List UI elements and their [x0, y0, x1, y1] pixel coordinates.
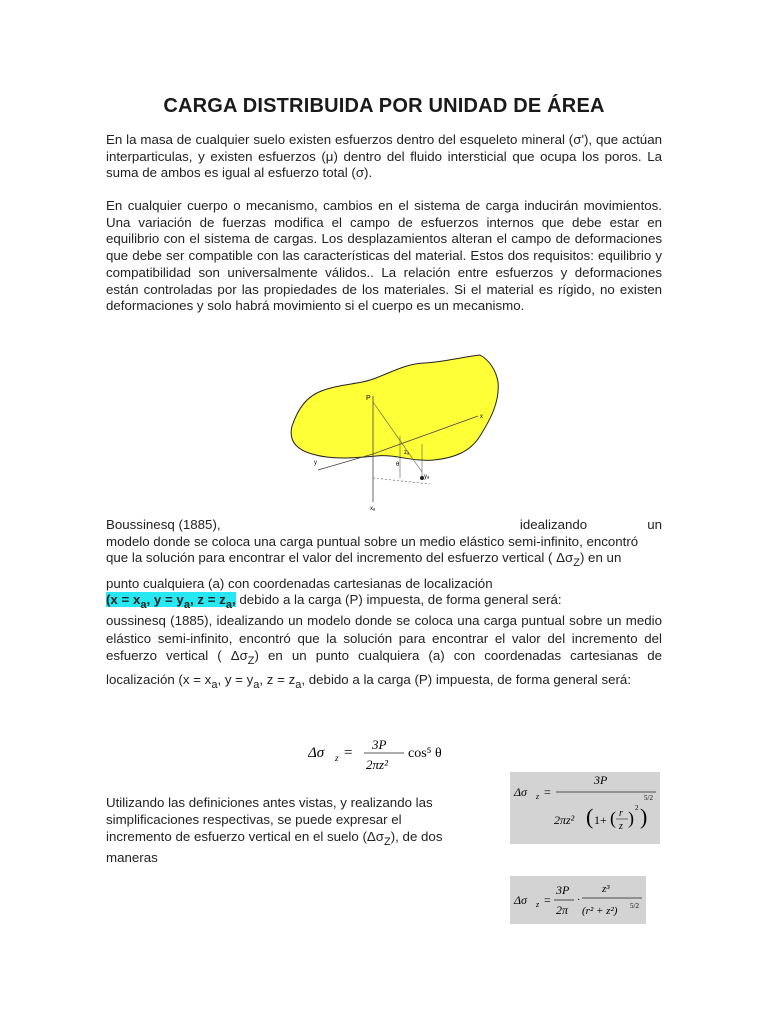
eq2-d1: 2π — [556, 903, 569, 917]
bouss2-sub-a3: a — [295, 678, 302, 691]
bouss1-line1-right — [520, 517, 662, 534]
bouss1-line3b: ) en un — [579, 550, 622, 565]
label-x: x — [480, 414, 483, 420]
eq2-d2: (r² + z²) — [582, 905, 618, 917]
bouss2-text-c: , y = y — [217, 671, 254, 687]
label-xa: xₐ — [370, 506, 376, 512]
label-y: y — [314, 460, 317, 466]
hl-d: , — [231, 592, 236, 607]
eq-main-lhs: Δσ — [308, 745, 325, 761]
util-text-a: Utilizando las definiciones antes vistas, y realizando las simplificaciones respectivas, se puede expresar el incremento de esfuerzo vertical en el suelo (Δσ — [106, 795, 433, 844]
paragraph-mecanismo: En cualquier cuerpo o mecanismo, cambios en el sistema de carga inducirán movimientos. Una variación de fuerzas modifica el campo de esfuerzos internos que debe estar en equilibrio con el sistema de cargas. Los desplazamientos alteran el campo de deformaciones que debe ser compatible con las características del material. Estos dos requisitos: equilibrio y compatibilidad son universalmente válidos.. La relación entre esfuerzos y deformaciones están controladas por las propiedades de los materiales. Si el material es rígido, no existen deformaciones y solo habrá movimiento si el cuerpo es un mecanismo. — [106, 198, 662, 314]
bouss1-line1-left: Boussinesq (1885), — [106, 517, 221, 532]
hl-sub1: a — [140, 599, 147, 611]
bouss1-line5-rest: debido a la carga (P) impuesta, de forma general será: — [235, 592, 562, 607]
bouss2-text-e: , debido a la carga (P) impuesta, de forma general será: — [301, 671, 632, 687]
label-ya: yₐ — [424, 474, 430, 480]
eq2-lhs: Δσ — [514, 893, 527, 907]
label-za: zₐ — [404, 450, 410, 456]
label-theta: θ — [396, 462, 400, 468]
eq2-exp: 5/2 — [630, 902, 639, 910]
label-P: P — [366, 395, 371, 402]
utilizando-paragraph — [106, 795, 466, 867]
eq-main-num: 3P — [372, 737, 387, 752]
equation-main-svg — [308, 735, 468, 775]
util-sub-z: Z — [384, 835, 391, 848]
eq-main-rhs: cos⁵ θ — [408, 746, 442, 761]
bouss1-line3a: que la solución para encontrar el valor del incremento del esfuerzo vertical ( Δσ — [106, 550, 574, 565]
eq1-equals: = — [544, 785, 551, 799]
bouss2-sub-a2: a — [253, 678, 260, 691]
eq1-exp-outer: 5/2 — [644, 794, 653, 802]
eq1-frac-den: z — [619, 821, 623, 832]
bouss2-text-a: oussinesq (1885), idealizando un modelo donde se coloca una carga puntual sobre un medio elástico semi-infinito, encontró que la solución para encontrar el valor del incremento del esfuerzo vertical ( Δσ — [106, 613, 662, 663]
eq-main-equals: = — [344, 745, 353, 761]
hl-a: (x = x — [106, 592, 141, 607]
boussinesq-paragraph-1 — [106, 517, 662, 614]
loaded-area-shape — [291, 355, 498, 460]
eq1-inner-rparen: ) — [628, 808, 634, 828]
eq1-rparen: ) — [640, 804, 648, 829]
equation-box-2-svg — [510, 876, 646, 924]
equation-box-2 — [510, 876, 646, 924]
boussinesq-equation — [308, 735, 468, 775]
bouss1-line1-end: un — [647, 517, 662, 532]
bouss1-line4: punto cualquiera (a) con coordenadas cartesianas de localización — [106, 575, 493, 591]
util-text-b: ), de dos maneras — [106, 828, 443, 866]
eq1-lhs: Δσ — [514, 785, 527, 799]
eq2-dot: · — [577, 895, 581, 906]
hl-sub3: a — [225, 599, 232, 611]
boussinesq-diagram-svg — [284, 354, 504, 514]
boussinesq-diagram — [284, 354, 504, 514]
highlighted-coordinates — [106, 592, 236, 611]
eq1-inner-lparen: ( — [610, 808, 616, 828]
page-title: CARGA DISTRIBUIDA POR UNIDAD DE ÁREA — [163, 95, 605, 117]
hl-c: , z = z — [189, 592, 226, 607]
paragraph-esfuerzos: En la masa de cualquier suelo existen esfuerzos dentro del esqueleto mineral (σ'), que actúan interparticulas, y existen esfuerzos (μ) dentro del fluido intersticial que ocupa los poros. La suma de ambos es igual al esfuerzo total (σ). — [106, 132, 662, 181]
bouss2-sub-a1: a — [211, 678, 218, 691]
hl-sub2: a — [183, 599, 190, 611]
boussinesq-paragraph-2 — [106, 612, 662, 694]
equation-box-1 — [510, 772, 660, 844]
eq-main-den: 2πz² — [366, 757, 388, 772]
eq1-lparen: ( — [586, 804, 594, 829]
bouss2-sub-z: Z — [247, 655, 255, 667]
eq1-lhs-sub: z — [536, 792, 540, 801]
eq1-den-b: 1+ — [594, 813, 607, 827]
eq1-frac-num: r — [619, 808, 623, 819]
eq2-n2: z³ — [602, 883, 610, 895]
eq2-n1: 3P — [556, 883, 570, 897]
bouss1-line2: modelo donde se coloca una carga puntual sobre un medio elástico semi-infinito, encontró — [106, 533, 639, 549]
eq2-equals: = — [544, 893, 551, 907]
bouss1-line1 — [106, 517, 662, 534]
eq1-num: 3P — [594, 773, 608, 787]
bouss1-line1-mid: idealizando — [519, 517, 588, 532]
eq1-exp-inner: 2 — [635, 804, 639, 812]
equation-box-1-svg — [510, 772, 660, 844]
hl-b: , y = y — [146, 592, 184, 607]
bouss1-line5 — [106, 592, 662, 614]
bouss1-line3 — [106, 550, 662, 576]
eq1-den-a: 2πz² — [554, 813, 575, 827]
bouss2-text-b: ) en un punto cualquiera (a) con coordenadas cartesianas de localización (x = x — [106, 648, 663, 687]
eq2-lhs-sub: z — [536, 900, 540, 909]
bouss2-text-d: , z = z — [259, 671, 296, 687]
eq-main-lhs-sub: z — [335, 753, 339, 763]
bouss1-sub-z: Z — [573, 557, 580, 569]
